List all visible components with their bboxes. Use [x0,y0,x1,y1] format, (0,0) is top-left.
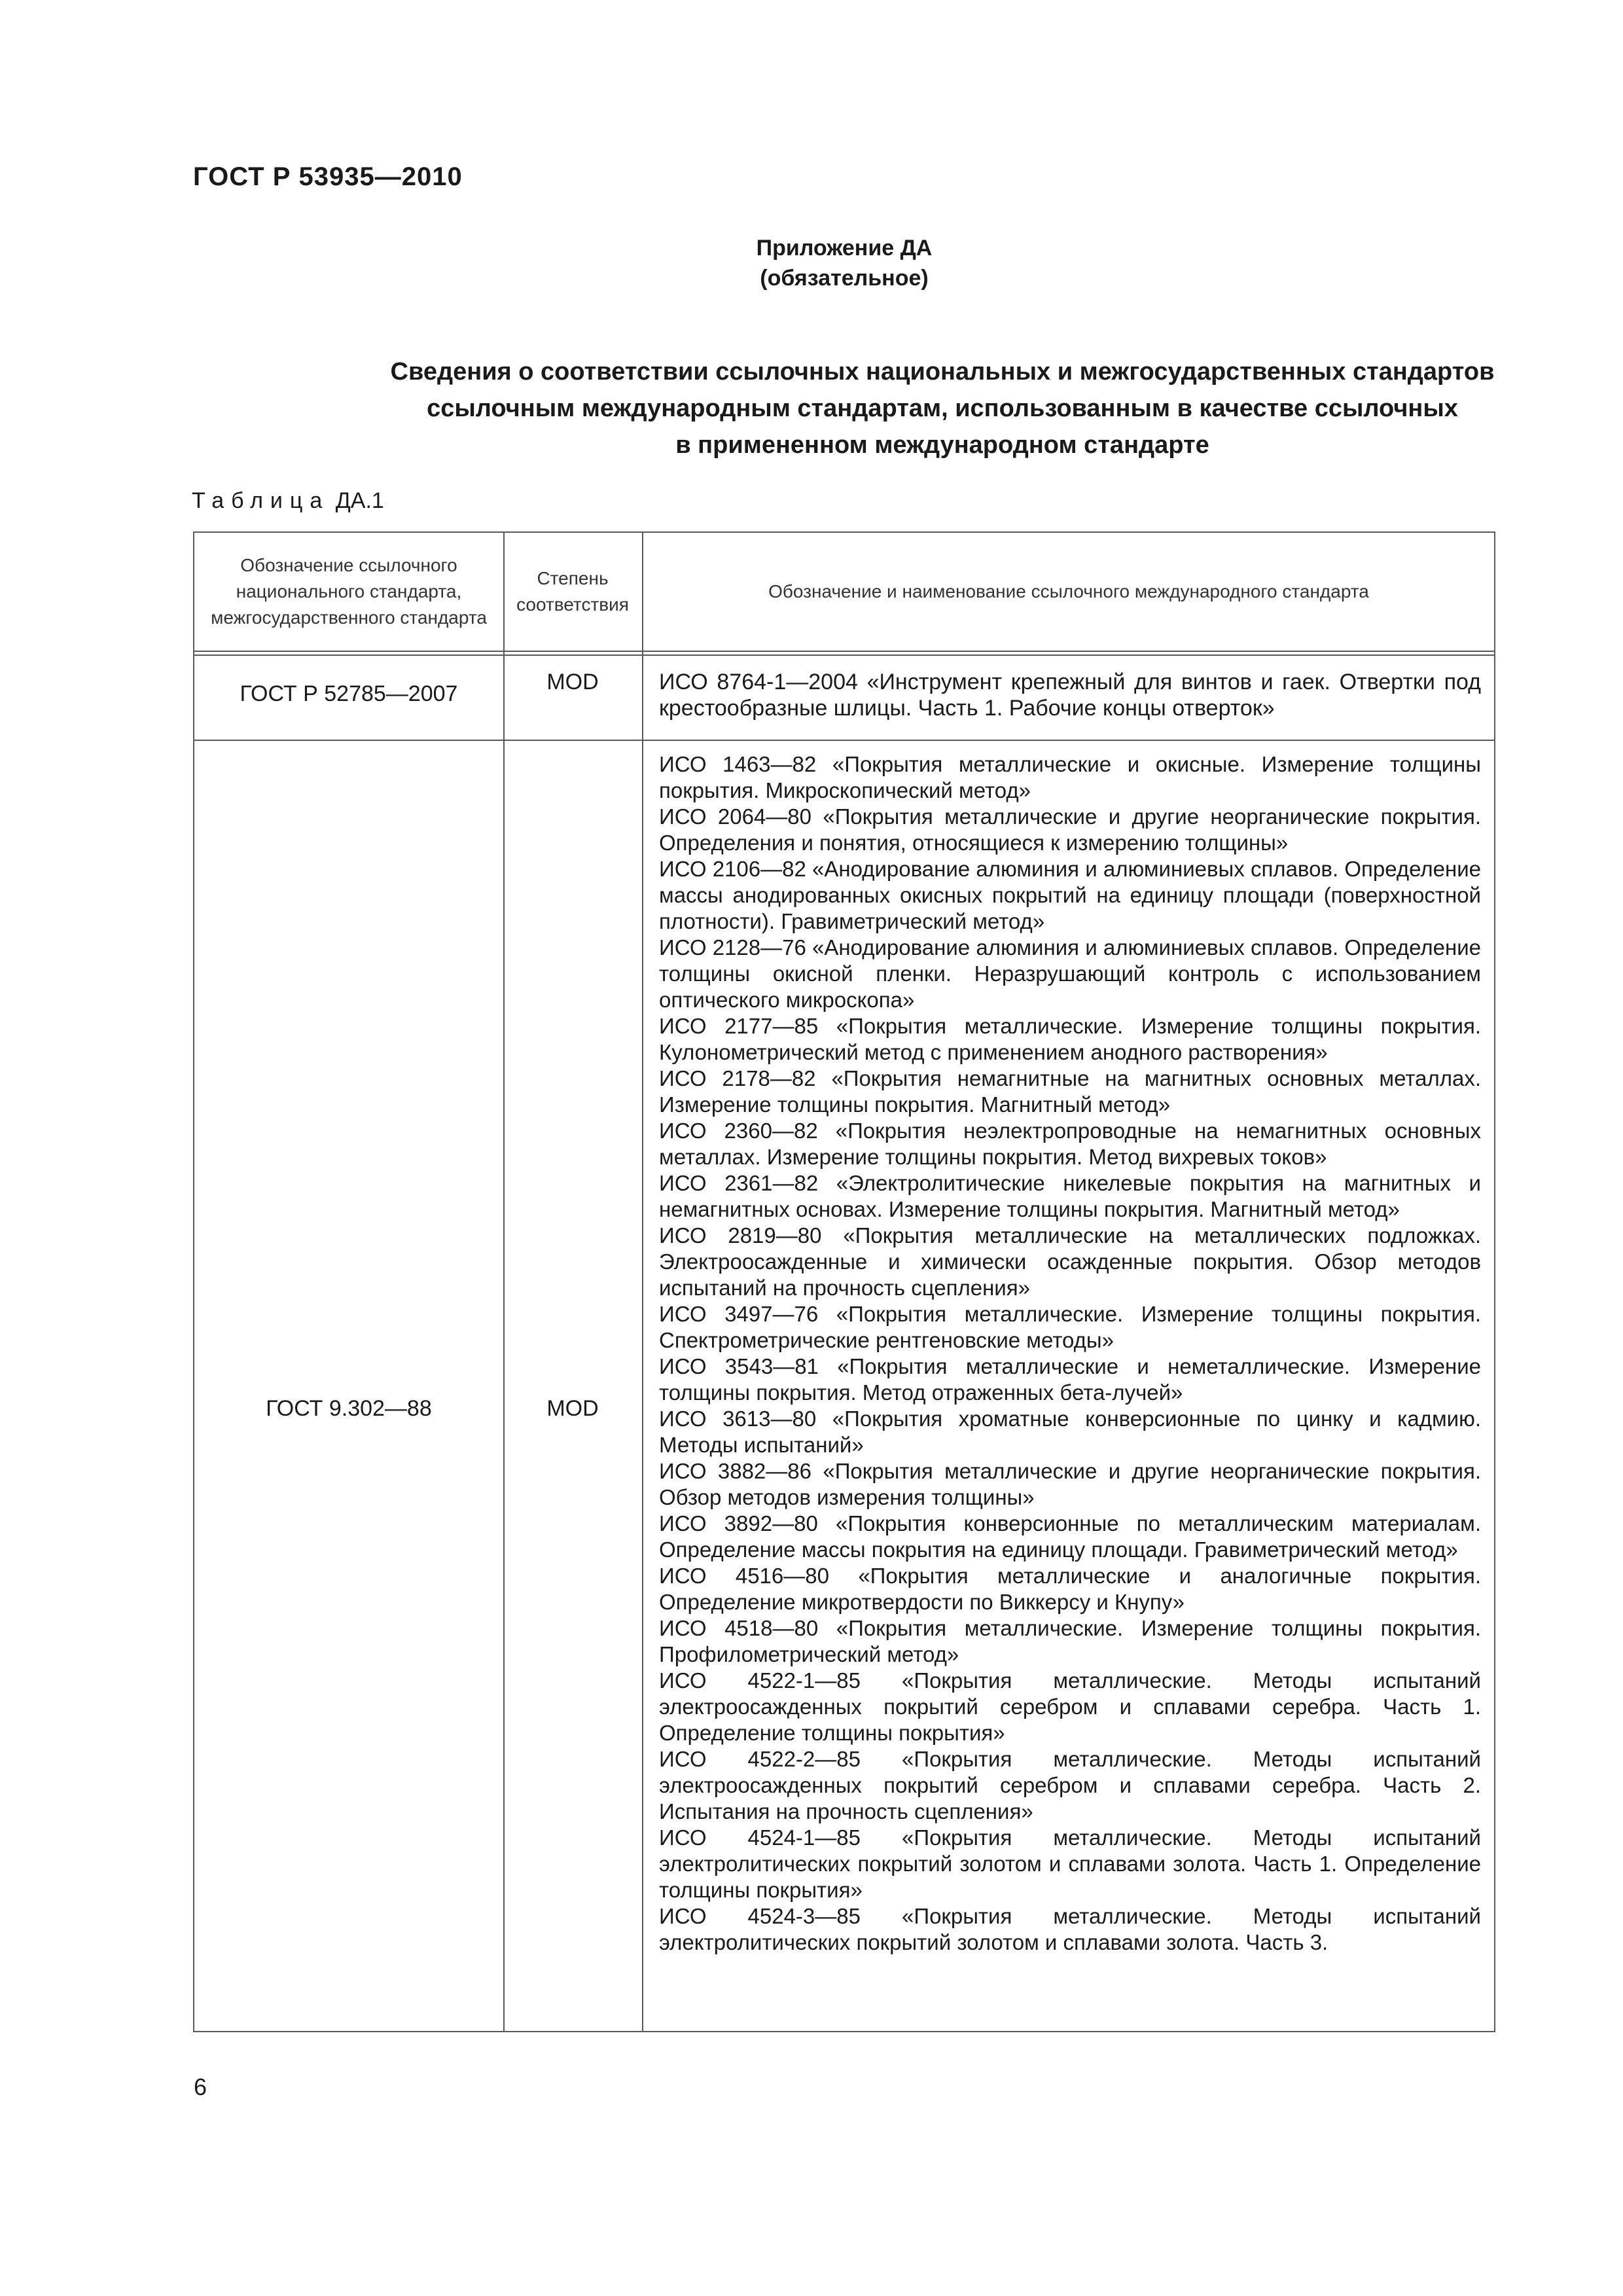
header-divider [194,651,1494,652]
row-2-references [642,751,1495,1956]
reference-entry: ИСО 2064—80 «Покрытия металлические и другие неорганические покрытия. Определения и понятия, относящиеся к измерению толщины» [659,804,1481,855]
reference-entry: ИСО 2177—85 «Покрытия металлические. Измерение толщины покрытия. Кулонометрический метод с применением анодного растворения» [659,1014,1481,1064]
reference-entry: ИСО 4524-3—85 «Покрытия металлические. Методы испытаний электролитических покрытий золотом и сплавами золота. Часть 3. [659,1904,1481,1954]
reference-entry: ИСО 4516—80 «Покрытия металлические и аналогичные покрытия. Определение микротвердости по Виккерсу и Кнупу» [659,1564,1481,1614]
row-1-designation: ГОСТ Р 52785—2007 [240,681,458,706]
reference-entry: ИСО 2360—82 «Покрытия неэлектропроводные на немагнитных основных металлах. Измерение толщины покрытия. Метод вихревых токов» [659,1119,1481,1169]
appendix-status: (обязательное) [760,266,929,291]
row-1-references [642,669,1495,721]
reference-entry: ИСО 4522-2—85 «Покрытия металлические. Методы испытаний электроосажденных покрытий серебром и сплавами серебра. Часть 2. Испытания на прочность сцепления» [659,1747,1481,1823]
table-label-word: Таблица [192,488,330,513]
document-code: ГОСТ Р 53935—2010 [193,162,463,191]
row-2-degree: MOD [546,1396,599,1421]
table-label [192,488,384,514]
reference-entry: ИСО 3613—80 «Покрытия хроматные конверсионные по цинку и кадмию. Методы испытаний» [659,1407,1481,1457]
heading-line-1: Сведения о соответствии ссылочных национальных и межгосударственных стандартов [390,358,1495,386]
correspondence-table [193,531,1495,2032]
page-number: 6 [194,2073,207,2100]
column-divider [503,533,505,2031]
reference-entry: ИСО 2361—82 «Электролитические никелевые покрытия на магнитных и немагнитных основах. Измерение толщины покрытия. Магнитный метод» [659,1171,1481,1221]
reference-entry: ИСО 4518—80 «Покрытия металлические. Измерение толщины покрытия. Профилометрический метод» [659,1616,1481,1666]
reference-entry: ИСО 3543—81 «Покрытия металлические и неметаллические. Измерение толщины покрытия. Метод отраженных бета-лучей» [659,1354,1481,1405]
row-1-degree: MOD [546,670,599,694]
reference-entry: ИСО 3882—86 «Покрытия металлические и другие неорганические покрытия. Обзор методов измерения толщины» [659,1459,1481,1509]
reference-entry: ИСО 2106—82 «Анодирование алюминия и алюминиевых сплавов. Определение массы анодированных окисных покрытий на единицу площади (поверхностной плотности). Гравиметрический метод» [659,857,1481,933]
section-heading [196,353,1623,463]
header-divider [194,655,1494,656]
table-label-number: ДА.1 [335,488,384,513]
reference-entry: ИСО 3892—80 «Покрытия конверсионные по металлическим материалам. Определение массы покрытия на единицу площади. Гравиметрический метод» [659,1511,1481,1562]
row-2-designation: ГОСТ 9.302—88 [266,1396,432,1421]
reference-entry: ИСО 4524-1—85 «Покрытия металлические. Методы испытаний электролитических покрытий золотом и сплавами золота. Часть 1. Определение толщины покрытия» [659,1825,1481,1902]
appendix-block [0,233,1623,293]
reference-entry: ИСО 1463—82 «Покрытия металлические и окисные. Измерение толщины покрытия. Микроскопический метод» [659,752,1481,802]
reference-entry: ИСО 2128—76 «Анодирование алюминия и алюминиевых сплавов. Определение толщины окисной пленки. Неразрушающий контроль с использованием оптического микроскопа» [659,935,1481,1012]
column-header-international: Обозначение и наименование ссылочного международного стандарта [768,581,1369,601]
heading-line-2: ссылочным международным стандартам, использованным в качестве ссылочных [427,395,1458,422]
reference-entry: ИСО 2819—80 «Покрытия металлические на металлических подложках. Электроосажденные и химически осажденные покрытия. Обзор методов испытаний на прочность сцепления» [659,1223,1481,1300]
reference-entry: ИСО 2178—82 «Покрытия немагнитные на магнитных основных металлах. Измерение толщины покрытия. Магнитный метод» [659,1066,1481,1117]
row-divider [194,740,1494,741]
appendix-title: Приложение ДА [756,236,933,260]
heading-line-3: в примененном международном стандарте [675,431,1209,459]
reference-entry: ИСО 3497—76 «Покрытия металлические. Измерение толщины покрытия. Спектрометрические рентгеновские методы» [659,1302,1481,1352]
reference-entry: ИСО 8764-1—2004 «Инструмент крепежный для винтов и гаек. Отвертки под крестообразные шлицы. Часть 1. Рабочие концы отверток» [659,670,1481,721]
reference-entry: ИСО 4522-1—85 «Покрытия металлические. Методы испытаний электроосажденных покрытий серебром и сплавами серебра. Часть 1. Определение толщины покрытия» [659,1668,1481,1745]
column-header-national: Обозначение ссылочного национального стандарта, межгосударственного стандарта [211,555,487,628]
column-header-degree: Степень соответствия [516,568,629,615]
